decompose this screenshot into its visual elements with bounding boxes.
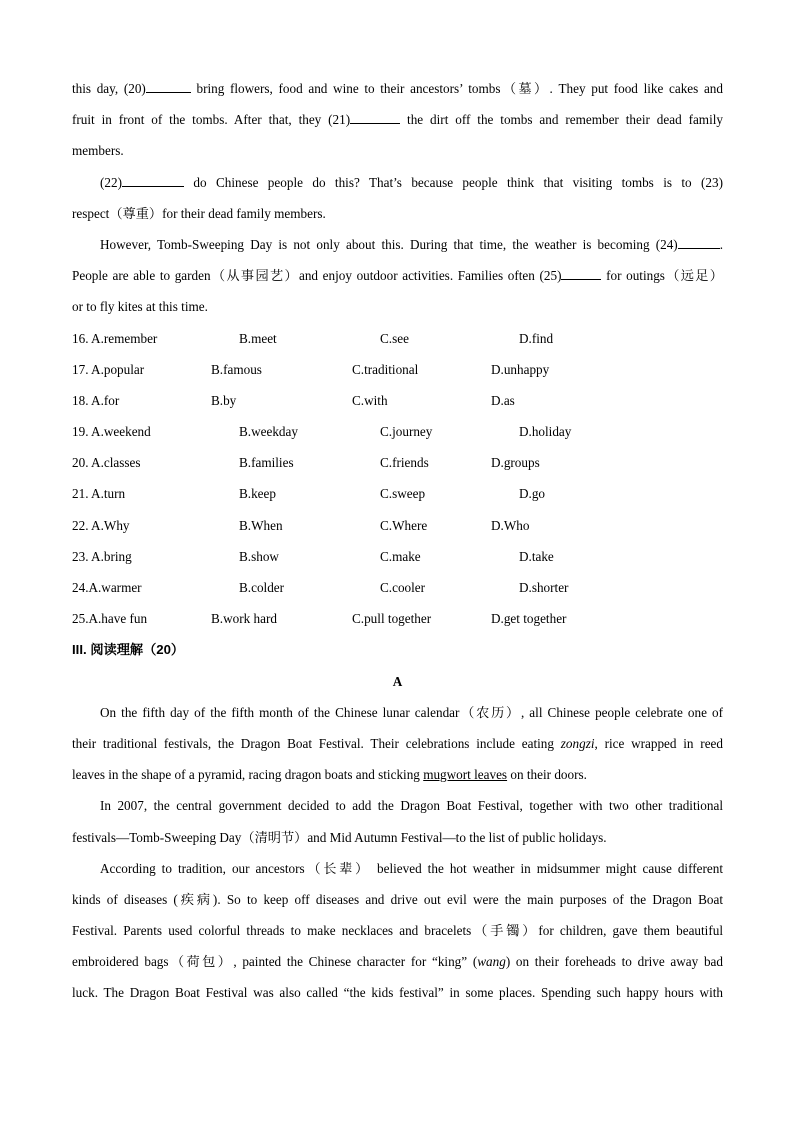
option-c[interactable]: C.Where [380, 517, 428, 533]
cloze-line [72, 234, 723, 265]
question-row [72, 577, 723, 608]
reading-text: luck. The Dragon Boat Festival was also called “the kids festival” in some places. Spending such happy hours with [72, 985, 723, 1001]
question-row [72, 390, 723, 421]
reading-text: their traditional festivals, the Dragon Boat Festival. Their celebrations include eating [72, 735, 561, 751]
reading-line [72, 764, 723, 795]
reading-line [72, 795, 723, 826]
zongzi-term: zongzi [560, 735, 595, 751]
option-c[interactable]: C.sweep [380, 486, 426, 502]
option-c[interactable]: C.make [380, 548, 421, 564]
cloze-line [72, 172, 723, 203]
reading-line [72, 827, 723, 858]
cloze-text: or to fly kites at this time. [72, 299, 208, 315]
option-b[interactable]: B.families [239, 455, 294, 471]
reading-text: ) on their foreheads to drive away bad [505, 954, 723, 970]
cloze-text: However, Tomb-Sweeping Day is not only about this. During that time, the weather is becoming (24) [100, 236, 678, 252]
reading-line [72, 982, 723, 1013]
cloze-text: . [719, 236, 723, 252]
reading-text: Festival. Parents used colorful threads to make necklaces and bracelets（手镯）for children, gave them beautiful [72, 923, 723, 939]
option-c[interactable]: C.cooler [380, 580, 426, 595]
cloze-text: bring flowers, food and wine to their ancestors’ tombs（墓）. They put food like cakes and [190, 81, 723, 96]
question-row [72, 359, 723, 390]
option-a[interactable]: 18. A.for [72, 392, 120, 408]
cloze-text: (22) [100, 174, 122, 190]
document-page [72, 78, 723, 1014]
option-b[interactable]: B.famous [211, 361, 262, 377]
reading-text: embroidered bags（荷包）, painted the Chinese character for “king” ( [72, 954, 478, 970]
answer-blank-21[interactable] [350, 110, 400, 124]
answer-blank-25[interactable] [561, 266, 601, 280]
question-row [72, 608, 723, 639]
option-c[interactable]: C.with [352, 392, 388, 408]
reading-line [72, 920, 723, 951]
reading-text: leaves in the shape of a pyramid, racing dragon boats and sticking [72, 767, 424, 783]
option-b[interactable]: B.show [239, 548, 279, 564]
option-a[interactable]: 22. A.Why [72, 517, 130, 533]
option-c[interactable]: C.traditional [352, 361, 419, 377]
option-b[interactable]: B.meet [239, 330, 277, 346]
cloze-text: for outings（远足） [601, 268, 723, 284]
option-d[interactable]: D.Who [491, 517, 530, 533]
reading-text: , rice wrapped in reed [594, 735, 723, 751]
option-a[interactable]: 24.A.warmer [72, 580, 142, 595]
passage-label: A [392, 673, 403, 689]
option-a[interactable]: 23. A.bring [72, 548, 132, 564]
cloze-text: respect（尊重）for their dead family members. [72, 205, 326, 221]
option-b[interactable]: B.weekday [239, 424, 298, 440]
option-b[interactable]: B.colder [239, 580, 285, 595]
reading-text: According to tradition, our ancestors（长辈） believed the hot weather in midsummer might cause different [100, 860, 723, 876]
question-row [72, 328, 723, 359]
option-a[interactable]: 21. A.turn [72, 486, 126, 502]
option-b[interactable]: B.work hard [211, 611, 277, 627]
question-row [72, 515, 723, 546]
option-d[interactable]: D.find [519, 330, 554, 346]
reading-line [72, 889, 723, 920]
cloze-text: do Chinese people do this? That’s because people think that visiting tombs is to (23) [183, 174, 723, 190]
reading-text: kinds of diseases (疾病). So to keep off diseases and drive out evil were the main purposes of the Dragon Boat [72, 891, 723, 907]
question-row [72, 546, 723, 577]
option-c[interactable]: C.journey [380, 424, 433, 440]
cloze-line [72, 78, 723, 109]
reading-line [72, 858, 723, 889]
option-c[interactable]: C.see [380, 330, 409, 346]
option-a[interactable]: 25.A.have fun [72, 611, 148, 627]
option-d[interactable]: D.take [519, 548, 554, 564]
reading-line [72, 951, 723, 982]
reading-text: In 2007, the central government decided to add the Dragon Boat Festival, together with two other traditional [100, 798, 723, 814]
cloze-text: the dirt off the tombs and remember their dead family [400, 112, 723, 128]
reading-text: On the fifth day of the fifth month of the Chinese lunar calendar（农历）, all Chinese people celebrate one of [100, 704, 723, 720]
option-d[interactable]: D.groups [491, 455, 540, 471]
wang-term: wang [477, 954, 506, 970]
answer-blank-22[interactable] [122, 173, 184, 187]
question-row [72, 452, 723, 483]
option-d[interactable]: D.go [519, 486, 546, 502]
option-a[interactable]: 16. A.remember [72, 330, 158, 346]
option-d[interactable]: D.holiday [519, 424, 572, 440]
cloze-line [72, 203, 723, 234]
reading-line [72, 733, 723, 764]
cloze-text: People are able to garden（从事园艺）and enjoy outdoor activities. Families often (25) [72, 268, 562, 284]
options-list [72, 328, 723, 640]
option-b[interactable]: B.When [239, 517, 283, 533]
option-d[interactable]: D.get together [491, 611, 567, 627]
option-a[interactable]: 17. A.popular [72, 361, 145, 377]
section-title: III. 阅读理解（20） [72, 642, 185, 658]
option-d[interactable]: D.unhappy [491, 361, 550, 377]
reading-text: on their doors. [507, 767, 587, 783]
option-c[interactable]: C.pull together [352, 611, 432, 627]
cloze-text: fruit in front of the tombs. After that, they (21) [72, 112, 351, 128]
mugwort-leaves-term: mugwort leaves [423, 767, 508, 783]
question-row [72, 483, 723, 514]
cloze-text: this day, (20) [72, 81, 146, 96]
cloze-line [72, 140, 723, 171]
option-d[interactable]: D.as [491, 392, 515, 408]
option-c[interactable]: C.friends [380, 455, 429, 471]
cloze-line [72, 265, 723, 296]
cloze-line [72, 109, 723, 140]
answer-blank-20[interactable] [146, 79, 191, 93]
option-a[interactable]: 20. A.classes [72, 455, 141, 471]
option-b[interactable]: B.keep [239, 486, 276, 502]
cloze-text: members. [72, 143, 124, 159]
option-b[interactable]: B.by [211, 392, 237, 408]
cloze-line [72, 296, 723, 327]
reading-line [72, 702, 723, 733]
option-d[interactable]: D.shorter [519, 580, 569, 595]
reading-text: festivals—Tomb-Sweeping Day（清明节）and Mid Autumn Festival—to the list of public holidays. [72, 829, 607, 845]
option-a[interactable]: 19. A.weekend [72, 424, 151, 440]
question-row [72, 421, 723, 452]
answer-blank-24[interactable] [678, 235, 720, 249]
